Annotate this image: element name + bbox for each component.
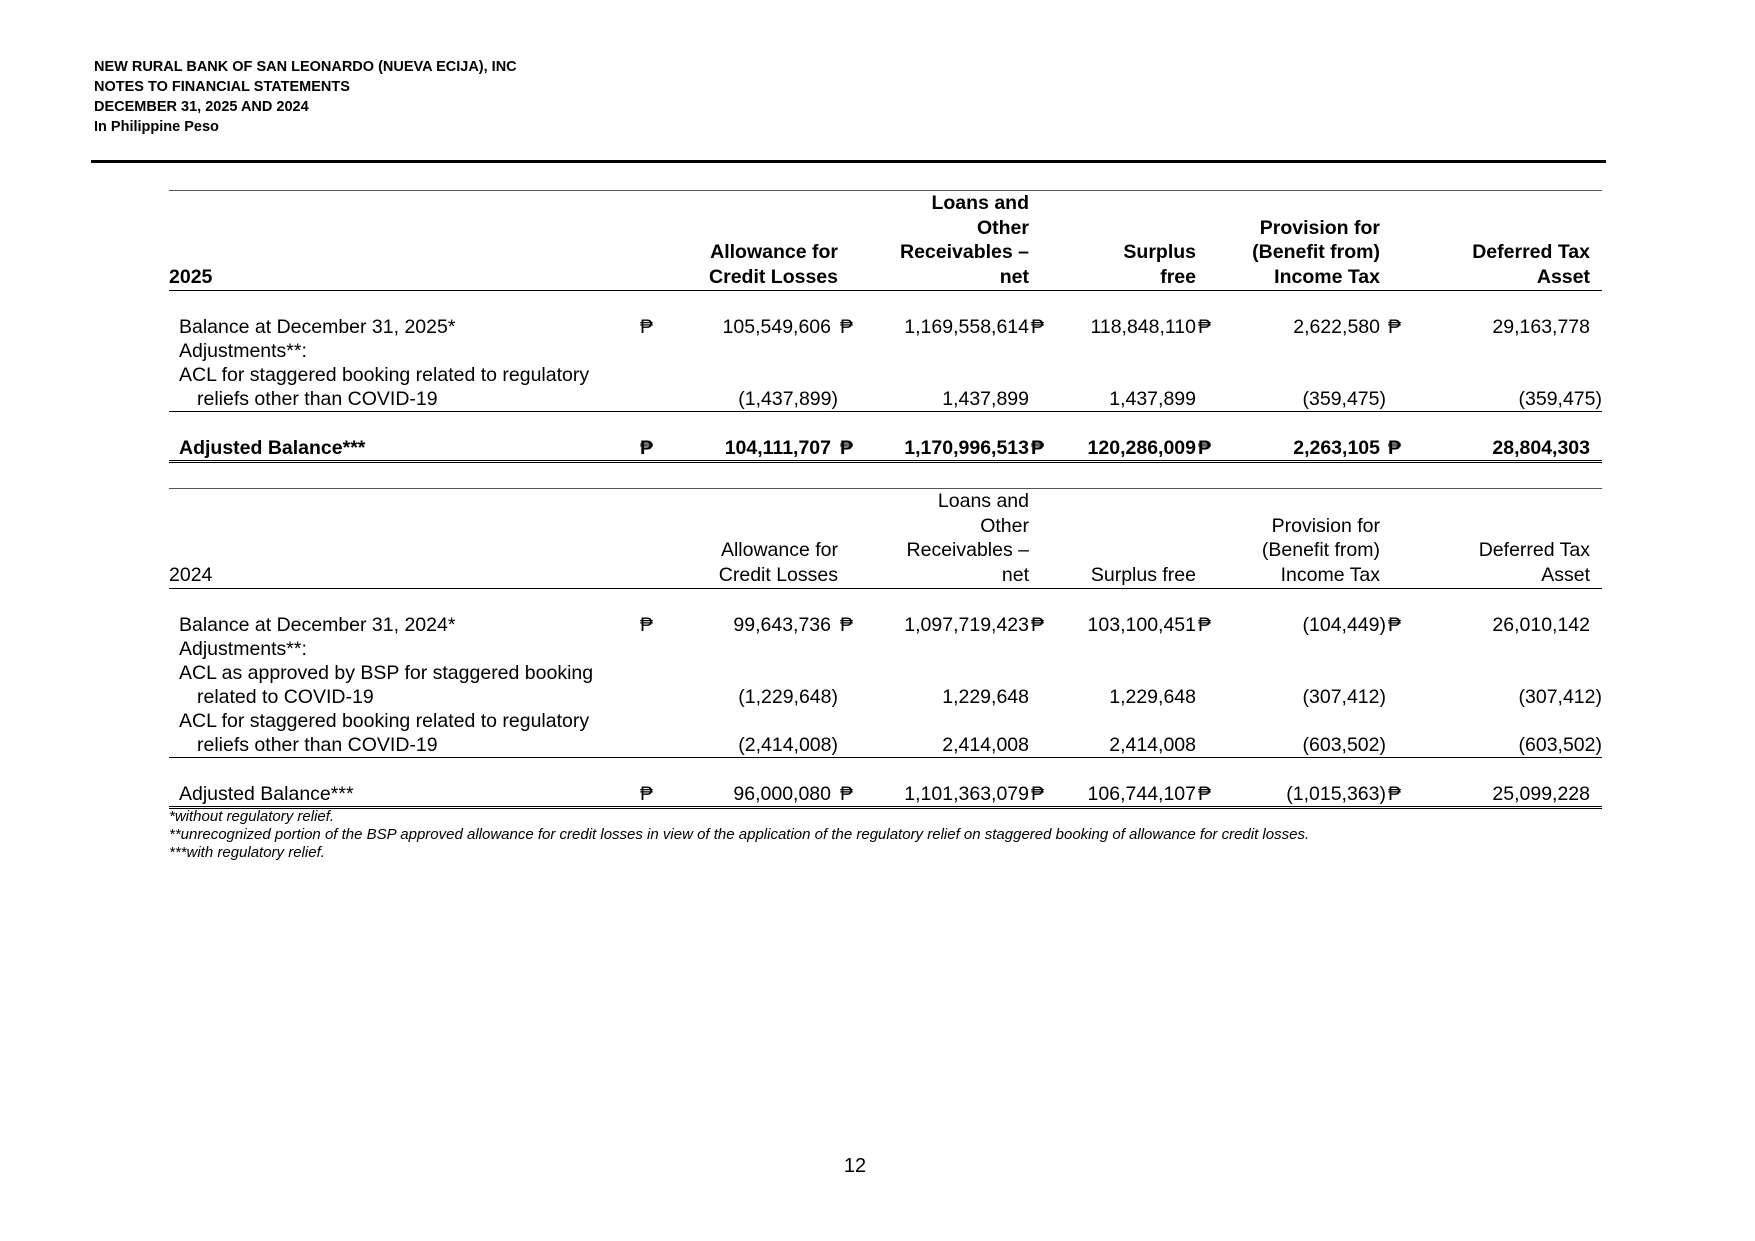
table-row — [169, 709, 1602, 733]
cell-value: 103,100,451 — [1087, 614, 1196, 636]
col-header-surplus: Surplus free — [1049, 191, 1196, 291]
cell-value: 105,549,606 — [722, 316, 831, 338]
cell-value: 2,263,105 — [1222, 436, 1386, 462]
peso-sign: ₱ — [1386, 782, 1418, 808]
cell-value: 2,414,008 — [1049, 733, 1196, 758]
table-row — [169, 363, 1602, 387]
table-row-total — [169, 782, 1602, 808]
row-label: Adjusted Balance*** — [169, 436, 638, 462]
cell-value: (1,015,363) — [1222, 782, 1386, 808]
row-label: related to COVID-19 — [197, 686, 374, 708]
cell-value: 1,229,648 — [1109, 686, 1196, 708]
cell-value: (603,502) — [1222, 733, 1386, 758]
row-label: Adjustments**: — [179, 340, 307, 362]
row-label: Balance at December 31, 2025* — [179, 316, 456, 338]
row-label: Adjusted Balance*** — [169, 782, 638, 808]
peso-sign: ₱ — [638, 436, 668, 462]
peso-sign: ₱ — [1029, 782, 1049, 808]
peso-sign: ₱ — [1029, 436, 1049, 462]
col-header-deferred-tax: Deferred Tax Asset — [1418, 489, 1602, 589]
table-2025 — [169, 190, 1602, 463]
year-label: 2024 — [169, 489, 638, 589]
table-row — [169, 315, 1602, 339]
peso-sign: ₱ — [840, 316, 854, 338]
table-row — [169, 613, 1602, 637]
document-header — [94, 57, 517, 137]
table-row-total — [169, 436, 1602, 462]
row-label: reliefs other than COVID-19 — [169, 733, 638, 758]
peso-sign: ₱ — [640, 614, 654, 636]
col-header-loans: Loans and Other Receivables – net — [858, 191, 1029, 291]
cell-value: 99,643,736 — [733, 614, 831, 636]
cell-value: (1,437,899) — [668, 387, 838, 412]
row-label: ACL for staggered booking related to regulatory — [179, 710, 590, 732]
col-header-provision: Provision for (Benefit from) Income Tax — [1222, 489, 1386, 589]
row-label: Adjustments**: — [179, 638, 307, 660]
cell-value: 1,437,899 — [858, 387, 1029, 412]
peso-sign: ₱ — [1198, 614, 1212, 636]
table-row — [169, 387, 1602, 412]
cell-value: 1,229,648 — [942, 686, 1029, 708]
row-label: ACL for staggered booking related to regulatory — [179, 364, 590, 386]
peso-sign: ₱ — [1196, 782, 1222, 808]
peso-sign: ₱ — [638, 782, 668, 808]
footnotes — [169, 808, 1309, 862]
col-header-allowance: Allowance for Credit Losses — [668, 191, 838, 291]
peso-sign: ₱ — [1388, 316, 1402, 338]
peso-sign: ₱ — [1388, 614, 1402, 636]
col-header-provision: Provision for (Benefit from) Income Tax — [1222, 191, 1386, 291]
page-number: 12 — [843, 1155, 867, 1177]
cell-value: 1,170,996,513 — [858, 436, 1029, 462]
col-header-surplus: Surplus free — [1049, 489, 1196, 589]
cell-value: 118,848,110 — [1090, 316, 1196, 338]
table-2024 — [169, 488, 1602, 809]
cell-value: (1,229,648) — [738, 686, 838, 708]
peso-sign: ₱ — [1386, 436, 1418, 462]
table-row — [169, 637, 1602, 661]
cell-value: 28,804,303 — [1418, 436, 1602, 462]
cell-value: 1,097,719,423 — [904, 614, 1029, 636]
footnote-2: **unrecognized portion of the BSP approved allowance for credit losses in view of the application of the regulatory relief on staggered booking of allowance for credit losses. — [169, 826, 1310, 843]
cell-value: (307,412) — [1302, 686, 1386, 708]
table-row — [169, 733, 1602, 758]
peso-sign: ₱ — [1031, 316, 1045, 338]
cell-value: 104,111,707 — [668, 436, 838, 462]
notes-title: NOTES TO FINANCIAL STATEMENTS — [94, 79, 350, 95]
cell-value: (104,449) — [1302, 614, 1386, 636]
cell-value: 96,000,080 — [668, 782, 838, 808]
period: DECEMBER 31, 2025 AND 2024 — [94, 99, 309, 115]
cell-value: 2,414,008 — [858, 733, 1029, 758]
col-header-loans: Loans and Other Receivables – net — [858, 489, 1029, 589]
cell-value: 106,744,107 — [1049, 782, 1196, 808]
cell-value: (2,414,008) — [668, 733, 838, 758]
cell-value: 2,622,580 — [1293, 316, 1380, 338]
peso-sign: ₱ — [840, 614, 854, 636]
cell-value: (359,475) — [1222, 387, 1386, 412]
cell-value: 1,437,899 — [1049, 387, 1196, 412]
row-label: reliefs other than COVID-19 — [169, 387, 638, 412]
cell-value: (359,475) — [1418, 387, 1602, 412]
col-header-allowance: Allowance for Credit Losses — [668, 489, 838, 589]
table-row — [169, 339, 1602, 363]
cell-value: 120,286,009 — [1049, 436, 1196, 462]
cell-value: 1,169,558,614 — [904, 316, 1029, 338]
row-label: ACL as approved by BSP for staggered booking — [179, 662, 594, 684]
cell-value: 1,101,363,079 — [858, 782, 1029, 808]
row-label: Balance at December 31, 2024* — [179, 614, 456, 636]
year-label: 2025 — [169, 191, 638, 291]
bank-name: NEW RURAL BANK OF SAN LEONARDO (NUEVA ECIJA), INC — [94, 59, 517, 75]
peso-sign: ₱ — [838, 436, 858, 462]
col-header-deferred-tax: Deferred Tax Asset — [1418, 191, 1602, 291]
peso-sign: ₱ — [640, 316, 654, 338]
table-row — [169, 685, 1602, 709]
peso-sign: ₱ — [1031, 614, 1045, 636]
peso-sign: ₱ — [1198, 316, 1212, 338]
footnote-1: *without regulatory relief. — [169, 808, 335, 825]
cell-value: 25,099,228 — [1418, 782, 1602, 808]
currency-note: In Philippine Peso — [94, 119, 219, 135]
header-rule — [91, 160, 1606, 163]
table-row — [169, 661, 1602, 685]
peso-sign: ₱ — [1196, 436, 1222, 462]
peso-sign: ₱ — [838, 782, 858, 808]
footnote-3: ***with regulatory relief. — [169, 844, 325, 861]
cell-value: 29,163,778 — [1492, 316, 1590, 338]
cell-value: 26,010,142 — [1492, 614, 1590, 636]
cell-value: (603,502) — [1418, 733, 1602, 758]
cell-value: (307,412) — [1518, 686, 1602, 708]
